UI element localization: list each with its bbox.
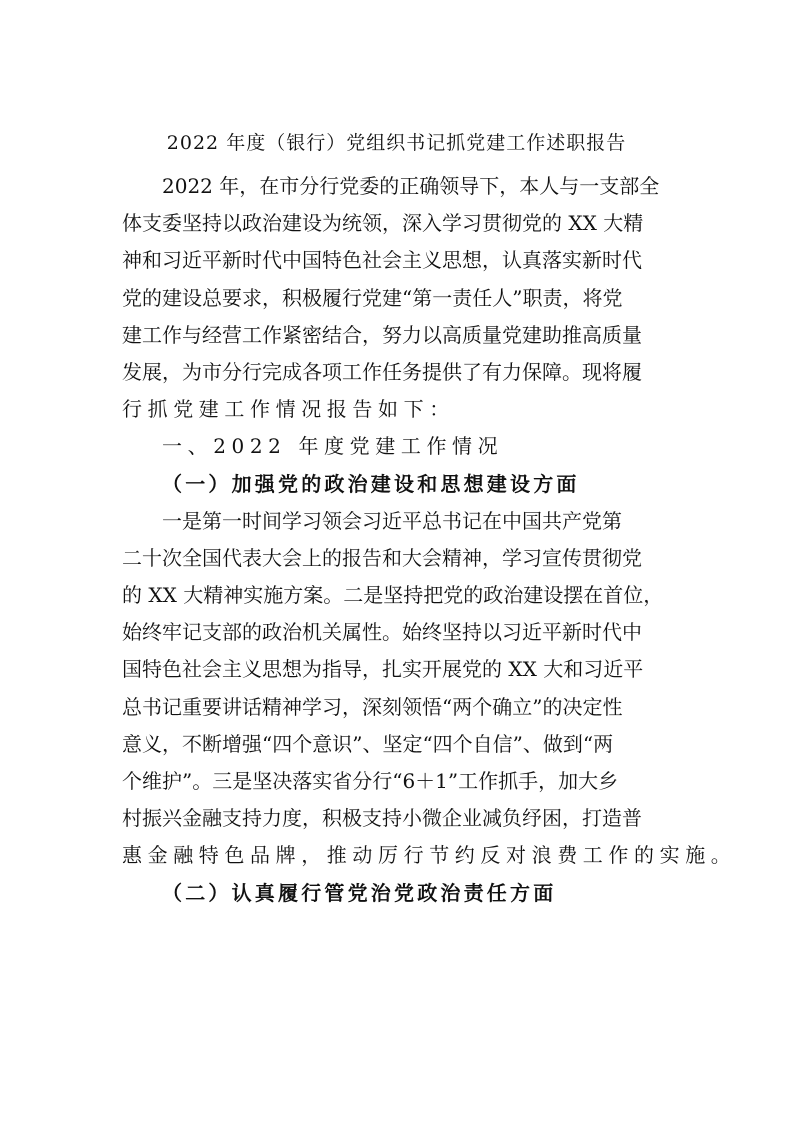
paragraph-line: 个维护”。三是坚决落实省分行“6＋1”工作抓手，加大乡 bbox=[122, 769, 619, 793]
section-heading: 一、2022 年度党建工作情况 bbox=[162, 434, 504, 459]
paragraph-line: 行抓党建工作情况报告如下： bbox=[122, 397, 455, 422]
paragraph-line: 神和习近平新时代中国特色社会主义思想，认真落实新时代 bbox=[122, 248, 642, 273]
paragraph-line: 党的建设总要求，积极履行党建“第一责任人”职责，将党 bbox=[122, 285, 623, 310]
paragraph-line: 二十次全国代表大会上的报告和大会精神，学习宣传贯彻党 bbox=[122, 545, 642, 570]
paragraph-line: 建工作与经营工作紧密结合，努力以高质量党建助推高质量 bbox=[122, 322, 642, 347]
paragraph-line: 始终牢记支部的政治机关属性。始终坚持以习近平新时代中 bbox=[122, 620, 642, 645]
subsection-heading: （一）加强党的政治建设和思想建设方面 bbox=[162, 471, 580, 496]
paragraph-line: 惠金融特色品牌，推动厉行节约反对浪费工作的实施。 bbox=[122, 843, 737, 868]
document-title: 2022 年度（银行）党组织书记抓党建工作述职报告 bbox=[166, 132, 627, 154]
subsection-heading: （二）认真履行管党治党政治责任方面 bbox=[162, 880, 557, 905]
paragraph-line: 体支委坚持以政治建设为统领，深入学习贯彻党的 XX 大精 bbox=[122, 211, 644, 236]
paragraph-line: 2022 年，在市分行党委的正确领导下，本人与一支部全 bbox=[162, 174, 660, 198]
paragraph-line: 发展，为市分行完成各项工作任务提供了有力保障。现将履 bbox=[122, 359, 642, 384]
paragraph-line: 总书记重要讲话精神学习，深刻领悟“两个确立”的决定性 bbox=[122, 694, 623, 719]
paragraph-line: 国特色社会主义思想为指导，扎实开展党的 XX 大和习近平 bbox=[122, 657, 644, 682]
paragraph-line: 的 XX 大精神实施方案。二是坚持把党的政治建设摆在首位， bbox=[122, 583, 664, 608]
paragraph-line: 意义，不断增强“四个意识”、坚定“四个自信”、做到“两 bbox=[122, 731, 614, 756]
paragraph-line: 村振兴金融支持力度，积极支持小微企业减负纾困，打造普 bbox=[122, 806, 642, 831]
document-body bbox=[122, 168, 737, 912]
paragraph-line: 一是第一时间学习领会习近平总书记在中国共产党第 bbox=[162, 508, 622, 533]
